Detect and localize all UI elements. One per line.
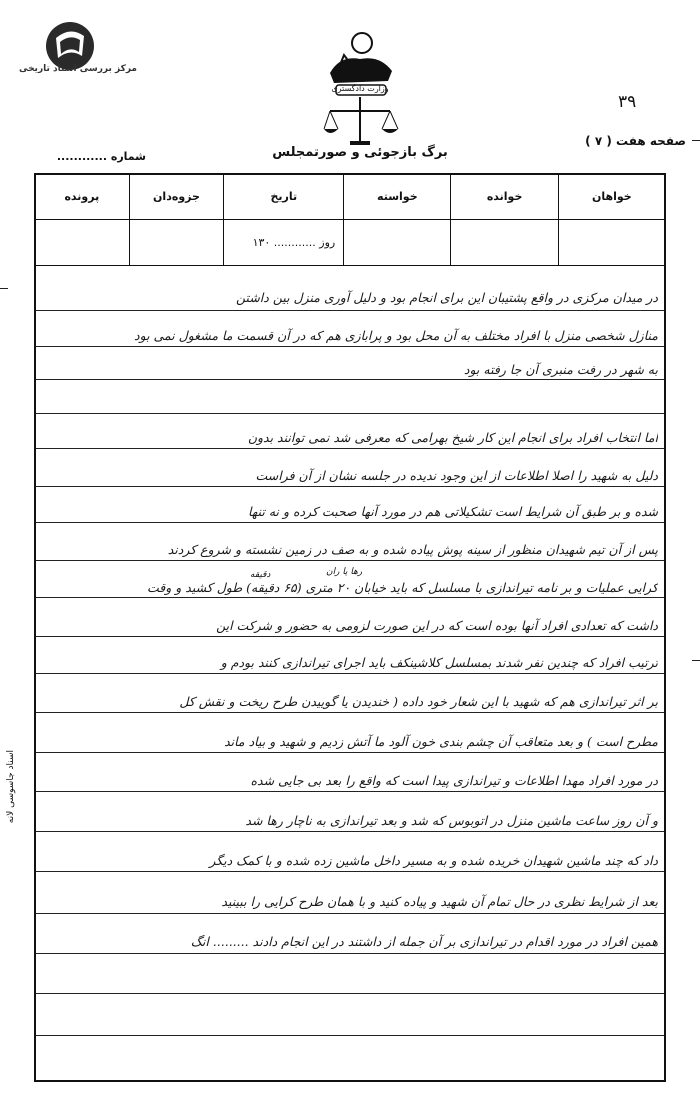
col-defendant: خوانده [451,174,558,220]
ruled-line [36,752,664,753]
ruled-line [36,560,664,561]
ruled-line [36,712,664,713]
ruled-line [36,831,664,832]
emblem-caption: وزارت دادگستری [331,84,389,93]
margin-tick [692,140,700,141]
ruled-line [36,413,664,414]
ruled-line [36,673,664,674]
body-line: اما انتخاب افراد برای انجام این کار شیخ بهرامی که معرفی شد نمی توانند بدون [247,430,658,445]
side-margin-note: اسناد جاسوسی لانه [6,750,16,824]
body-line: منازل شخصی منزل با افراد مختلف به آن محل بود و پرابازی هم که در آن قسمت ما مشغول نمی بود [134,328,658,343]
body-line: شده و بر طبق آن شرایط است تشکیلاتی هم در مورد آنها صحبت کرده و نه تنها [248,504,658,519]
val-date: روز ............ ۱۳۰ [224,220,344,266]
body-line: پس از آن تیم شهیدان منظور از سینه پوش پیاده شده و به صف در زمین نشسته و شروع کردند [167,542,658,557]
col-file: پرونده [35,174,130,220]
val-claim [344,220,451,266]
ruled-line [36,486,664,487]
ruled-line [36,953,664,954]
page-label: صفحه هفت ( ۷ ) [585,134,686,148]
col-folder: جزوه‌دان [129,174,224,220]
ruled-line [36,871,664,872]
body-line: داشت که تعدادی افراد آنها بوده است که در این صورت لزومی به حضور و شرکت این [216,618,658,633]
ruled-line [36,346,664,347]
val-file [35,220,130,266]
body-line: و آن روز ساعت ماشین منزل در اتوبوس که شد و بعد تیراندازی به ناچار رها شد [245,813,658,828]
header-table [34,173,666,266]
insertion-note: رها یا ران [326,567,363,577]
ruled-line [36,913,664,914]
body-line: داد که چند ماشین شهیدان خریده شده و به مسیر داخل ماشین زده شده و با کمک دیگر [209,853,658,868]
col-claim: خواسته [344,174,451,220]
form-title: برگ بازجوئی و صورتمجلس [272,145,448,160]
number-field: شماره ............ [56,150,146,163]
body-line: ترتیب افراد که چندین نفر شدند بمسلسل کلاشینکف باید اجرای تیراندازی کنند بودم و [220,655,658,670]
col-plaintiff: خواهان [558,174,665,220]
ruled-line [36,791,664,792]
body-line: در مورد افراد مهدا اطلاعات و تیراندازی پیدا است که واقع را بعد بی جایی شده [250,773,658,788]
ruled-line [36,522,664,523]
ruled-line [36,993,664,994]
col-date: تاریخ [224,174,344,220]
margin-tick [692,660,700,661]
archive-name: مرکز بررسی اسناد تاریخی [18,64,138,74]
insertion-note: دقیقه [250,570,271,580]
body-line: بعد از شرایط نظری در حال تمام آن شهید و پیاده کنید و با همان طرح کرایی را ببینید [221,894,658,909]
ruled-line [36,310,664,311]
body-line: در میدان مرکزی در واقع پشتیبان این برای انجام بود و دلیل آوری منزل بین داشتن [236,290,658,305]
body-line: به شهر در رفت منبری آن جا رفته بود [463,362,658,377]
margin-tick [0,288,8,289]
ruled-line [36,448,664,449]
ruled-line [36,1035,664,1036]
ruled-line [36,636,664,637]
page-number: ۳۹ [618,92,637,112]
body-line: مطرح است ) و بعد متعاقب آن چشم بندی خون آلود ما آتش زدیم و شهید و بیاد ماند [224,734,658,749]
body-line: بر اثر تیراندازی هم که شهید با این شعار خود داده ( خندیدن یا گوییدن طرح ریخت و نقش کل [179,694,658,709]
ruled-line [36,379,664,380]
body-line: کرایی عملیات و بر نامه تیراندازی با مسلسل که باید خیابان ۲۰ متری (۶۵ دقیقه) طول کشید و وقت [147,580,658,595]
val-folder [129,220,224,266]
val-defendant [451,220,558,266]
ruled-line [36,597,664,598]
val-plaintiff [558,220,665,266]
body-line: همین افراد در مورد اقدام در تیراندازی بر آن جمله از داشتند در این انجام دادند ......... انگ [190,934,658,949]
body-line: دلیل به شهید را اصلا اطلاعات از این وجود ندیده در جلسه نشان از آن فراست [255,468,658,483]
